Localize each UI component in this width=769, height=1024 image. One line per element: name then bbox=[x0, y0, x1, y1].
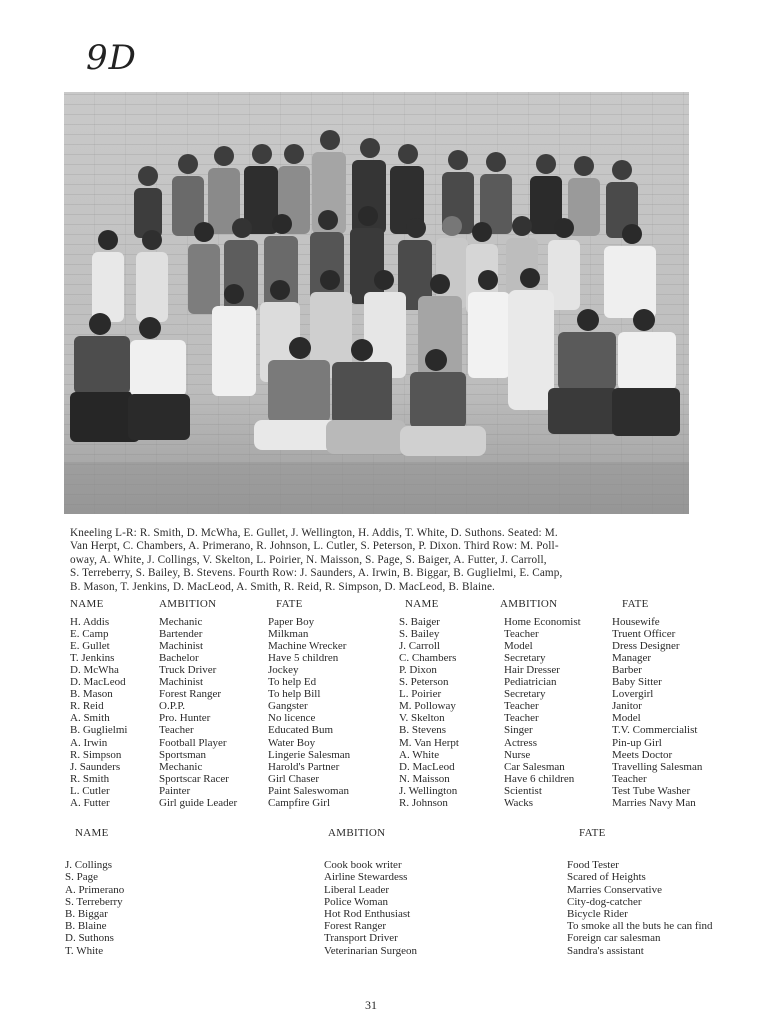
list-item: Scared of Heights bbox=[567, 871, 646, 884]
list-item: Marries Conservative bbox=[567, 883, 662, 896]
caption-line: S. Terreberry, S. Bailey, B. Stevens. Fourth Row: J. Saunders, A. Irwin, B. Biggar, B. Guglielmi, E. Camp, bbox=[70, 567, 563, 580]
table1-ambitions bbox=[159, 616, 237, 809]
list-item: A. Smith bbox=[70, 712, 110, 725]
list-item: M. Van Herpt bbox=[399, 736, 459, 749]
table3-ambition-column bbox=[324, 827, 417, 957]
list-item: J. Collings bbox=[65, 859, 113, 872]
list-item: City-dog-catcher bbox=[567, 895, 642, 908]
table3-name-column bbox=[65, 827, 125, 957]
list-item: H. Addis bbox=[70, 616, 110, 629]
table1-names bbox=[70, 616, 127, 809]
table1-fate-column bbox=[268, 598, 351, 809]
list-item: Scientist bbox=[504, 784, 542, 797]
list-item: Housewife bbox=[612, 616, 660, 629]
list-item: Pediatrician bbox=[504, 676, 557, 689]
list-item: Lingerie Salesman bbox=[268, 748, 351, 761]
list-item: B. Guglielmi bbox=[70, 724, 128, 737]
list-item: Paper Boy bbox=[268, 616, 315, 629]
caption-line: B. Mason, T. Jenkins, D. MacLeod, A. Smith, R. Reid, R. Simpson, D. MacLeod, B. Blaine. bbox=[70, 580, 496, 593]
list-item: Jockey bbox=[268, 664, 299, 677]
list-item: L. Poirier bbox=[399, 688, 442, 701]
list-item: N. Maisson bbox=[399, 772, 450, 785]
list-item: A. Futter bbox=[70, 796, 110, 809]
list-item: Wacks bbox=[504, 796, 534, 809]
list-item: Airline Stewardess bbox=[324, 871, 408, 884]
table3-fates bbox=[567, 859, 713, 957]
list-item: Janitor bbox=[612, 700, 642, 713]
class-photo bbox=[64, 92, 689, 514]
list-item: Food Tester bbox=[567, 859, 619, 872]
list-item: Car Salesman bbox=[504, 760, 565, 773]
list-item: B. Blaine bbox=[65, 920, 107, 933]
list-item: Liberal Leader bbox=[324, 883, 390, 896]
list-item: Singer bbox=[504, 724, 533, 737]
list-item: B. Biggar bbox=[65, 908, 108, 921]
list-item: Nurse bbox=[504, 748, 531, 761]
list-item: Machine Wrecker bbox=[268, 640, 347, 653]
list-item: Marries Navy Man bbox=[612, 796, 696, 809]
table3-names bbox=[65, 859, 124, 957]
class-heading: 9D bbox=[86, 38, 137, 78]
list-item: To help Ed bbox=[268, 676, 317, 689]
list-item: S. Baiger bbox=[399, 616, 440, 629]
list-item: J. Wellington bbox=[399, 784, 458, 797]
list-item: Harold's Partner bbox=[268, 760, 340, 773]
list-item: Secretary bbox=[504, 688, 546, 701]
list-item: Girl Chaser bbox=[268, 772, 320, 785]
list-item: Lovergirl bbox=[612, 688, 654, 701]
list-item: Transport Driver bbox=[324, 932, 398, 945]
list-item: Water Boy bbox=[268, 736, 316, 749]
list-item: Forest Ranger bbox=[324, 920, 387, 933]
list-item: V. Skelton bbox=[399, 712, 445, 725]
list-item: To help Bill bbox=[268, 688, 321, 701]
table3-fate-column bbox=[567, 827, 713, 957]
list-item: Cook book writer bbox=[324, 859, 402, 872]
list-item: D. MacLeod bbox=[70, 676, 126, 689]
table2-names bbox=[399, 616, 459, 809]
list-item: Police Woman bbox=[324, 895, 388, 908]
list-item: Barber bbox=[612, 664, 642, 677]
list-item: S. Page bbox=[65, 871, 98, 884]
list-item: To smoke all the buts he can find bbox=[567, 920, 713, 933]
list-item: Pro. Hunter bbox=[159, 712, 211, 725]
list-item: Actress bbox=[504, 736, 537, 749]
list-item: Machinist bbox=[159, 676, 203, 689]
table2-name-header: NAME bbox=[405, 598, 439, 610]
list-item: Teacher bbox=[504, 628, 539, 641]
list-item: Home Economist bbox=[504, 616, 581, 629]
list-item: Gangster bbox=[268, 700, 308, 713]
list-item: Teacher bbox=[612, 772, 647, 785]
caption-line: Van Herpt, C. Chambers, A. Primerano, R. Johnson, L. Cutler, S. Peterson, P. Dixon. Third Row: M. Poll- bbox=[70, 540, 559, 553]
list-item: A. Primerano bbox=[65, 883, 125, 896]
list-item: R. Smith bbox=[70, 772, 110, 785]
list-item: Teacher bbox=[159, 724, 194, 737]
list-item: B. Mason bbox=[70, 688, 113, 701]
list-item: S. Bailey bbox=[399, 628, 440, 641]
list-item: Model bbox=[612, 712, 641, 725]
list-item: D. Suthons bbox=[65, 932, 114, 945]
list-item: P. Dixon bbox=[399, 664, 437, 677]
table2-name-column bbox=[399, 598, 459, 809]
list-item: T.V. Commercialist bbox=[612, 724, 698, 737]
list-item: Test Tube Washer bbox=[612, 784, 691, 797]
list-item: Have 6 children bbox=[504, 772, 575, 785]
list-item: Football Player bbox=[159, 736, 227, 749]
table3-name-header: NAME bbox=[75, 827, 109, 839]
list-item: Milkman bbox=[268, 628, 309, 641]
list-item: Dress Designer bbox=[612, 640, 680, 653]
list-item: S. Peterson bbox=[399, 676, 449, 689]
table2-fate-column bbox=[612, 598, 703, 809]
list-item: Pin-up Girl bbox=[612, 736, 662, 749]
list-item: Have 5 children bbox=[268, 652, 339, 665]
list-item: Teacher bbox=[504, 700, 539, 713]
list-item: Bartender bbox=[159, 628, 203, 641]
list-item: Machinist bbox=[159, 640, 203, 653]
table1-ambition-column bbox=[159, 598, 237, 809]
list-item: E. Camp bbox=[70, 628, 109, 641]
list-item: S. Terreberry bbox=[65, 895, 123, 908]
list-item: Mechanic bbox=[159, 616, 203, 629]
list-item: No licence bbox=[268, 712, 316, 725]
table2-ambition-header: AMBITION bbox=[500, 598, 558, 610]
list-item: Campfire Girl bbox=[268, 796, 331, 809]
list-item: T. Jenkins bbox=[70, 652, 115, 665]
table2-ambitions bbox=[504, 616, 581, 809]
list-item: Girl guide Leader bbox=[159, 796, 238, 809]
list-item: Educated Bum bbox=[268, 724, 334, 737]
list-item: Sportsman bbox=[159, 748, 207, 761]
list-item: O.P.P. bbox=[159, 700, 185, 713]
table1-name-header: NAME bbox=[70, 598, 104, 610]
list-item: Secretary bbox=[504, 652, 546, 665]
list-item: Veterinarian Surgeon bbox=[324, 944, 417, 957]
caption-line: Kneeling L-R: R. Smith, D. McWha, E. Gullet, J. Wellington, H. Addis, T. White, D. Suthons. Seated: M. bbox=[70, 527, 558, 539]
list-item: D. McWha bbox=[70, 664, 119, 677]
list-item: M. Polloway bbox=[399, 700, 456, 713]
list-item: A. White bbox=[399, 748, 440, 761]
list-item: T. White bbox=[65, 944, 104, 957]
list-item: Meets Doctor bbox=[612, 748, 673, 761]
list-item: Paint Saleswoman bbox=[268, 784, 349, 797]
list-item: Sandra's assistant bbox=[567, 944, 644, 957]
list-item: E. Gullet bbox=[70, 640, 110, 653]
class-photo-figures bbox=[64, 92, 689, 514]
table1-name-column bbox=[70, 598, 127, 809]
table1-ambition-header: AMBITION bbox=[159, 598, 217, 610]
list-item: Hot Rod Enthusiast bbox=[324, 908, 411, 921]
caption-line: oway, A. White, J. Collings, V. Skelton, L. Poirier, N. Maisson, S. Page, S. Baiger, A. Futter, J. Carroll, bbox=[70, 553, 547, 566]
table2-fates bbox=[612, 616, 702, 809]
list-item: Truent Officer bbox=[612, 628, 676, 641]
list-item: Foreign car salesman bbox=[567, 932, 661, 945]
list-item: R. Johnson bbox=[399, 796, 448, 809]
photo-caption bbox=[70, 527, 700, 594]
table1-fate-header: FATE bbox=[276, 598, 303, 610]
list-item: Bicycle Rider bbox=[567, 908, 628, 921]
list-item: R. Simpson bbox=[70, 748, 122, 761]
list-item: L. Cutler bbox=[70, 784, 110, 797]
list-item: Forest Ranger bbox=[159, 688, 222, 701]
table3-ambitions bbox=[324, 859, 417, 957]
list-item: R. Reid bbox=[70, 700, 104, 713]
list-item: J. Saunders bbox=[70, 760, 121, 773]
list-item: Mechanic bbox=[159, 760, 203, 773]
list-item: Teacher bbox=[504, 712, 539, 725]
table1-fates bbox=[268, 616, 350, 809]
table3-fate-header: FATE bbox=[579, 827, 606, 839]
list-item: A. Irwin bbox=[70, 736, 108, 749]
list-item: Sportscar Racer bbox=[159, 772, 229, 785]
list-item: Truck Driver bbox=[159, 664, 217, 677]
list-item: B. Stevens bbox=[399, 724, 447, 737]
table3-ambition-header: AMBITION bbox=[328, 827, 386, 839]
list-item: Baby Sitter bbox=[612, 676, 662, 689]
list-item: D. MacLeod bbox=[399, 760, 455, 773]
list-item: Painter bbox=[159, 784, 191, 797]
list-item: Bachelor bbox=[159, 652, 199, 665]
list-item: J. Carroll bbox=[399, 640, 440, 653]
page-number: 31 bbox=[365, 998, 377, 1012]
table2-fate-header: FATE bbox=[622, 598, 649, 610]
list-item: Model bbox=[504, 640, 533, 653]
list-item: C. Chambers bbox=[399, 652, 457, 665]
list-item: Hair Dresser bbox=[504, 664, 560, 677]
list-item: Travelling Salesman bbox=[612, 760, 703, 773]
list-item: Manager bbox=[612, 652, 652, 665]
table2-ambition-column bbox=[500, 598, 581, 809]
